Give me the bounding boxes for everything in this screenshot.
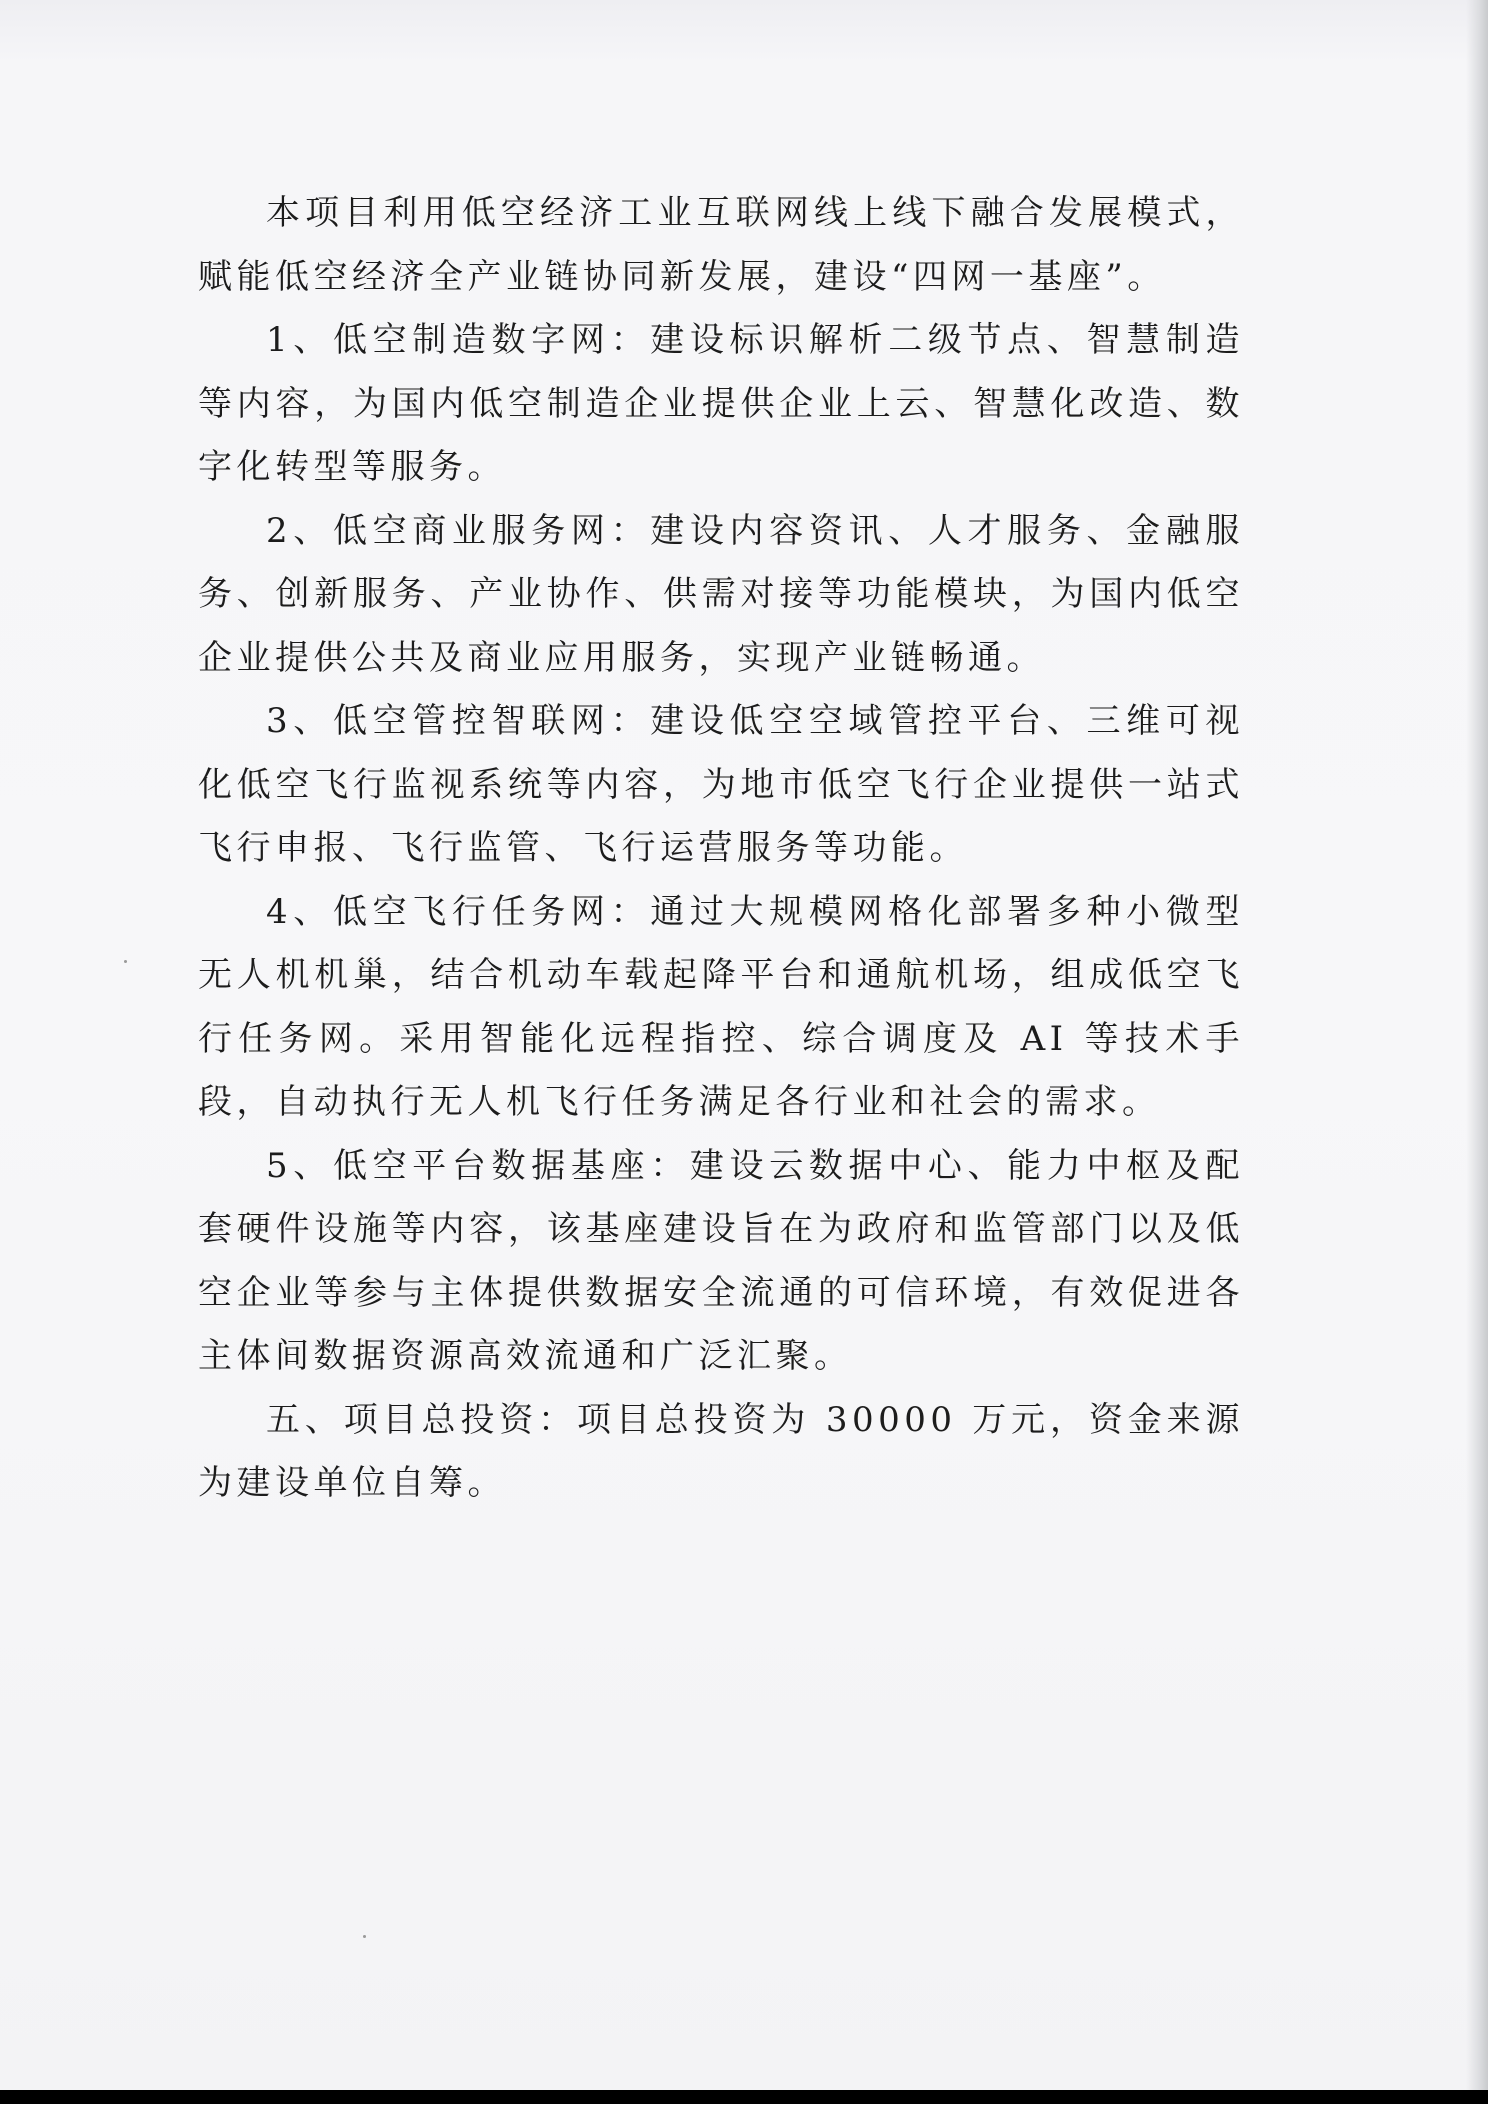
paragraph-intro: 本项目利用低空经济工业互联网线上线下融合发展模式，赋能低空经济全产业链协同新发展，建设“四网一基座”。 xyxy=(198,193,1244,297)
paragraph-item-3: 3、低空管控智联网：建设低空空域管控平台、三维可视化低空飞行监视系统等内容，为地市低空飞行企业提供一站式飞行申报、飞行监管、飞行运营服务等功能。 xyxy=(198,701,1244,868)
paragraph-investment: 五、项目总投资：项目总投资为 30000 万元，资金来源为建设单位自筹。 xyxy=(198,1399,1244,1503)
paragraph-item-2: 2、低空商业服务网：建设内容资讯、人才服务、金融服务、创新服务、产业协作、供需对接等功能模块，为国内低空企业提供公共及商业应用服务，实现产业链畅通。 xyxy=(198,510,1244,678)
paragraph-item-1: 1、低空制造数字网：建设标识解析二级节点、智慧制造等内容，为国内低空制造企业提供企业上云、智慧化改造、数字化转型等服务。 xyxy=(198,320,1244,487)
scan-bottom-edge xyxy=(0,2090,1488,2104)
document-body xyxy=(198,182,1244,1516)
paragraph-item-5: 5、低空平台数据基座：建设云数据中心、能力中枢及配套硬件设施等内容，该基座建设旨在为政府和监管部门以及低空企业等参与主体提供数据安全流通的可信环境，有效促进各主体间数据资源高效流通和广泛汇聚。 xyxy=(198,1145,1244,1376)
scan-speck xyxy=(124,960,127,963)
page-edge-shadow xyxy=(1466,0,1488,2104)
paragraph-item-4: 4、低空飞行任务网：通过大规模网格化部署多种小微型无人机机巢，结合机动车载起降平台和通航机场，组成低空飞行任务网。采用智能化远程指控、综合调度及 AI 等技术手段，自动执行无人机飞行任务满足各行业和社会的需求。 xyxy=(198,891,1244,1122)
scan-speck xyxy=(363,1935,366,1938)
